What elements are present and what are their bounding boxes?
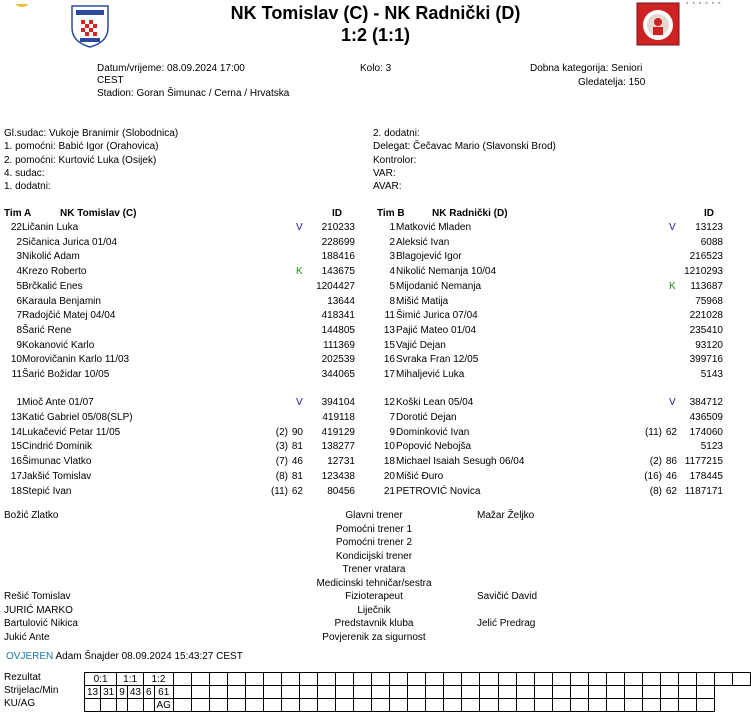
empty-cell (588, 686, 606, 699)
player-id: 144805 (321, 324, 355, 336)
empty-cell (318, 686, 336, 699)
team-a-label: Tim A (4, 208, 32, 219)
player-id: 178445 (689, 471, 723, 482)
goals-table (84, 672, 751, 712)
empty-cell (390, 673, 408, 686)
staff-role: Pomoćni trener 2 (335, 537, 413, 548)
player-id: 1177215 (684, 456, 723, 468)
staff-role: Povjerenik za sigurnost (322, 631, 426, 643)
empty-cell (390, 699, 408, 712)
empty-cell (318, 699, 336, 712)
official-line: VAR: (373, 167, 396, 179)
empty-cell (696, 673, 714, 686)
player-number: 6 (16, 295, 22, 307)
empty-cell (552, 673, 570, 686)
empty-cell (678, 686, 696, 699)
substitution-for: (8) (649, 485, 662, 497)
player-number: 18 (383, 456, 395, 468)
player-id: 418341 (321, 310, 355, 322)
player-id: 13644 (327, 295, 355, 307)
player-id: 5143 (700, 369, 723, 380)
scorer-minute: 31 (101, 686, 117, 699)
player-id: 138277 (321, 441, 355, 453)
player-name: Mioč Ante 01/07 (22, 397, 94, 408)
player-name: Šarić Božidar 10/05 (22, 369, 110, 380)
player-id: 436509 (689, 411, 723, 423)
empty-cell (480, 686, 498, 699)
empty-cell (101, 699, 117, 712)
player-id: 111369 (323, 339, 355, 351)
staff-role: Medicinski tehničar/sestra (316, 577, 432, 589)
staff-home-name: Božić Zlatko (4, 510, 59, 521)
empty-cell (642, 686, 660, 699)
player-id: 174060 (689, 426, 723, 438)
player-number: 7 (16, 310, 22, 322)
player-name: Stepić Ivan (22, 485, 72, 497)
match-round: Kolo: 3 (360, 63, 392, 74)
empty-cell (606, 686, 624, 699)
player-number: 9 (389, 426, 395, 438)
player-number: 3 (16, 251, 22, 263)
substitution-for: (3) (275, 441, 288, 453)
player-number: 8 (389, 295, 395, 307)
result-cell: 1:2 (143, 673, 173, 686)
player-id: 12731 (327, 456, 355, 468)
player-name: Dominković Ivan (396, 426, 470, 438)
official-line: 2. dodatni: (373, 128, 420, 139)
empty-cell (534, 686, 552, 699)
player-number: 5 (16, 280, 22, 292)
empty-cell (318, 673, 336, 686)
verified-text: Adam Šnajder 08.09.2024 15:43:27 CEST (55, 651, 243, 662)
empty-cell (282, 673, 300, 686)
player-number: 10 (10, 354, 22, 366)
empty-cell (732, 673, 750, 686)
empty-cell (498, 686, 516, 699)
player-name: Nikolić Adam (22, 251, 80, 263)
staff-role: Fizioterapeut (345, 591, 403, 602)
substitution-minute: 86 (665, 456, 677, 468)
player-name: Mihaljević Luka (396, 369, 465, 380)
player-id: 6088 (700, 236, 723, 248)
staff-home-name: JURIĆ MARKO (4, 604, 73, 616)
captain-mark: K (296, 266, 303, 278)
player-name: PETROVIĆ Novica (396, 485, 481, 497)
player-id: 1210293 (684, 266, 723, 278)
player-name: Lukačević Petar 11/05 (22, 426, 121, 438)
empty-cell (264, 686, 282, 699)
player-number: 21 (383, 485, 395, 497)
empty-cell (588, 699, 606, 712)
empty-cell (143, 699, 154, 712)
scorer-number: 9 (117, 686, 128, 699)
empty-cell (714, 673, 732, 686)
substitution-minute: 46 (665, 471, 677, 482)
empty-cell (426, 686, 444, 699)
staff-role: Predstavnik kluba (334, 618, 414, 629)
player-number: 12 (383, 397, 395, 408)
player-name: Brčkalić Enes (22, 280, 83, 292)
empty-cell (624, 686, 642, 699)
match-score: 1:2 (1:1) (340, 25, 411, 45)
empty-cell (210, 686, 228, 699)
empty-cell (372, 673, 390, 686)
player-number: 11 (384, 310, 395, 322)
player-number: 16 (383, 354, 395, 366)
player-number: 11 (11, 369, 22, 380)
player-id: 202539 (321, 354, 355, 366)
empty-cell (408, 699, 426, 712)
empty-cell (408, 673, 426, 686)
player-id: 13123 (695, 222, 723, 233)
goalkeeper-mark: V (669, 397, 676, 408)
player-name: Cindrić Dominik (22, 441, 93, 453)
player-number: 15 (10, 441, 22, 453)
empty-cell (624, 699, 642, 712)
empty-cell (606, 699, 624, 712)
own-goal-cell: AG (154, 699, 173, 712)
empty-cell (210, 673, 228, 686)
official-line: Kontrolor: (373, 154, 417, 166)
player-number: 17 (10, 471, 22, 482)
match-timezone: CEST (97, 75, 124, 86)
empty-cell (354, 686, 372, 699)
player-id: 80456 (327, 485, 355, 497)
team-a-id-header: ID (332, 208, 342, 219)
player-name: Ličanin Luka (22, 222, 79, 233)
player-number: 2 (16, 236, 22, 248)
result-cell: 0:1 (85, 673, 117, 686)
empty-cell (228, 686, 246, 699)
corner-watermark: ▪ ▪ ▪ ▪ ▪ ▪ (686, 0, 722, 7)
player-name: Pajić Mateo 01/04 (396, 324, 477, 336)
player-name: Mišić Matija (396, 295, 449, 307)
age-category: Dobna kategorija: Seniori (530, 63, 643, 74)
player-id: 143675 (321, 266, 355, 278)
substitution-minute: 62 (291, 485, 303, 497)
player-id: 419129 (321, 426, 355, 438)
player-name: Kokanović Karlo (22, 339, 95, 351)
empty-cell (282, 699, 300, 712)
player-name: Matković Mladen (396, 222, 472, 233)
empty-cell (570, 699, 588, 712)
player-name: Koški Lean 05/04 (396, 397, 474, 408)
player-number: 13 (10, 411, 22, 423)
empty-cell (127, 699, 143, 712)
empty-cell (462, 686, 480, 699)
empty-cell (408, 686, 426, 699)
staff-away-name: Jelić Predrag (477, 618, 536, 629)
player-number: 15 (383, 339, 395, 351)
substitution-minute: 81 (291, 471, 303, 482)
empty-cell (642, 699, 660, 712)
scorer-minute: 43 (127, 686, 143, 699)
player-number: 9 (16, 339, 22, 351)
player-name: Jakšić Tomislav (22, 471, 92, 482)
match-stadium: Stadion: Goran Šimunac / Cerna / Hrvatska (97, 88, 290, 99)
official-line: Delegat: Čečavac Mario (Slavonski Brod) (373, 141, 556, 153)
player-number: 1 (389, 222, 395, 233)
empty-cell (444, 699, 462, 712)
player-name: Svraka Fran 12/05 (396, 354, 479, 366)
player-id: 228699 (321, 236, 355, 248)
empty-cell (426, 699, 444, 712)
empty-cell (300, 686, 318, 699)
official-line: Gl.sudac: Vukoje Branimir (Slobodnica) (4, 128, 179, 139)
staff-away-name: Mažar Željko (477, 510, 535, 521)
player-number: 4 (16, 266, 22, 278)
substitution-for: (16) (644, 471, 662, 482)
player-id: 235410 (689, 324, 723, 336)
player-name: Dorotić Dejan (396, 411, 457, 423)
player-id: 394104 (321, 397, 355, 408)
player-id: 399716 (689, 354, 723, 366)
empty-cell (606, 673, 624, 686)
substitution-minute: 81 (291, 441, 303, 453)
empty-cell (660, 673, 678, 686)
empty-cell (696, 686, 714, 699)
empty-cell (336, 699, 354, 712)
empty-cell (534, 699, 552, 712)
staff-away-name: Savičić David (477, 591, 538, 602)
empty-cell (282, 686, 300, 699)
label-scorer: Strijelac/Min (4, 685, 59, 696)
scorer-number: 13 (85, 686, 101, 699)
empty-cell (264, 699, 282, 712)
staff-role: Kondicijski trener (335, 550, 413, 562)
empty-cell (173, 686, 191, 699)
official-line: 1. pomoćni: Babić Igor (Orahovica) (4, 141, 159, 153)
staff-role: Trener vratara (342, 564, 406, 575)
empty-cell (300, 699, 318, 712)
empty-cell (534, 673, 552, 686)
player-number: 5 (389, 280, 395, 292)
empty-cell (173, 699, 191, 712)
empty-cell (372, 699, 390, 712)
goalkeeper-mark: V (296, 222, 303, 233)
empty-cell (426, 673, 444, 686)
empty-cell (660, 686, 678, 699)
empty-cell (210, 699, 228, 712)
player-name: Krezo Roberto (22, 266, 87, 278)
empty-cell (246, 673, 264, 686)
player-name: Popović Nebojša (396, 441, 472, 453)
player-number: 20 (383, 471, 395, 482)
player-id: 93120 (695, 339, 723, 351)
empty-cell (117, 699, 128, 712)
empty-cell (228, 699, 246, 712)
empty-cell (498, 699, 516, 712)
player-number: 13 (383, 324, 395, 336)
player-name: Katić Gabriel 05/08(SLP) (22, 411, 133, 423)
empty-cell (300, 673, 318, 686)
player-id: 210233 (321, 222, 355, 233)
empty-cell (516, 673, 534, 686)
empty-cell (444, 673, 462, 686)
empty-cell (354, 673, 372, 686)
staff-home-name: Jukić Ante (4, 631, 50, 643)
substitution-for: (7) (275, 456, 288, 468)
player-name: Šarić Rene (22, 324, 72, 336)
empty-cell (516, 686, 534, 699)
empty-cell (570, 673, 588, 686)
results-row (85, 673, 751, 686)
empty-cell (642, 673, 660, 686)
player-name: Morovičanin Karlo 11/03 (22, 354, 130, 366)
scorer-minute: 61 (154, 686, 173, 699)
player-name: Vajić Dejan (396, 339, 446, 351)
empty-cell (462, 699, 480, 712)
verified-status: OVJEREN (6, 651, 54, 662)
match-title: NK Tomislav (C) - NK Radnički (D) (230, 3, 521, 23)
player-id: 216523 (689, 251, 723, 263)
goalkeeper-mark: V (669, 222, 676, 233)
player-number: 22 (10, 222, 22, 233)
player-name: Šimunac Vlatko (22, 456, 92, 468)
empty-cell (173, 673, 191, 686)
player-id: 188416 (321, 251, 355, 263)
player-name: Aleksić Ivan (396, 236, 450, 248)
empty-cell (624, 673, 642, 686)
substitution-for: (2) (649, 456, 662, 468)
staff-home-name: Rešić Tomislav (4, 591, 71, 602)
player-number: 7 (389, 411, 395, 423)
substitution-for: (2) (275, 426, 288, 438)
player-id: 384712 (689, 397, 723, 408)
empty-cell (191, 699, 209, 712)
empty-cell (678, 673, 696, 686)
empty-cell (228, 673, 246, 686)
verification-line (6, 651, 243, 662)
player-name: Šimić Jurica 07/04 (396, 310, 478, 322)
player-name: Sičanica Jurica 01/04 (22, 236, 118, 248)
empty-cell (498, 673, 516, 686)
empty-cell (85, 699, 101, 712)
player-id: 419118 (322, 411, 355, 423)
player-name: Karaula Benjamin (22, 295, 101, 307)
empty-cell (660, 699, 678, 712)
empty-cell (372, 686, 390, 699)
player-name: Michael Isaiah Sesugh 06/04 (396, 456, 525, 468)
team-b-name: NK Radnički (D) (432, 208, 508, 219)
empty-cell (570, 686, 588, 699)
player-name: Radojčić Matej 04/04 (22, 310, 116, 322)
goalkeeper-mark: V (296, 397, 303, 408)
player-name: Nikolić Nemanja 10/04 (396, 266, 497, 278)
player-number: 16 (10, 456, 22, 468)
substitution-for: (11) (644, 426, 662, 438)
team-b-id-header: ID (704, 208, 714, 219)
scorer-number: 6 (143, 686, 154, 699)
player-id: 1187171 (684, 485, 723, 497)
empty-cell (336, 686, 354, 699)
substitution-minute: 62 (665, 485, 677, 497)
player-number: 17 (383, 369, 395, 380)
substitution-minute: 90 (291, 426, 303, 438)
empty-cell (480, 673, 498, 686)
official-line: 1. dodatni: (4, 181, 51, 193)
player-id: 123438 (321, 471, 355, 482)
staff-home-name: Bartulović Nikica (4, 618, 78, 629)
empty-cell (336, 673, 354, 686)
substitution-minute: 62 (665, 426, 677, 438)
player-number: 14 (10, 426, 22, 438)
label-result: Rezultat (4, 672, 41, 683)
player-number: 2 (389, 236, 395, 248)
player-name: Blagojević Igor (396, 251, 462, 263)
label-ku-ag: KU/AG (4, 698, 36, 709)
staff-role: Liječnik (357, 604, 391, 616)
spectators: Gledatelja: 150 (578, 77, 646, 88)
match-datetime: Datum/vrijeme: 08.09.2024 17:00 (97, 63, 245, 74)
player-id: 75968 (695, 295, 723, 307)
player-number: 4 (389, 266, 395, 278)
empty-cell (462, 673, 480, 686)
player-id: 221028 (689, 310, 723, 322)
captain-mark: K (669, 280, 676, 292)
empty-cell (354, 699, 372, 712)
ku-ag-row (85, 699, 751, 712)
empty-cell (678, 699, 696, 712)
player-name: Mijodanić Nemanja (396, 280, 482, 292)
player-number: 3 (389, 251, 395, 263)
substitution-for: (8) (275, 471, 288, 482)
substitution-minute: 46 (291, 456, 303, 468)
empty-cell (480, 699, 498, 712)
empty-cell (264, 673, 282, 686)
staff-role: Pomoćni trener 1 (335, 523, 413, 535)
empty-cell (246, 699, 264, 712)
player-number: 10 (383, 441, 395, 453)
player-number: 18 (10, 485, 22, 497)
player-id: 5123 (700, 441, 723, 453)
player-name: Mišić Đuro (396, 471, 444, 482)
team-a-name: NK Tomislav (C) (60, 208, 137, 219)
empty-cell (552, 686, 570, 699)
player-id: 344065 (321, 369, 355, 380)
official-line: 2. pomoćni: Kurtović Luka (Osijek) (4, 154, 157, 166)
scorers-row (85, 686, 751, 699)
empty-cell (588, 673, 606, 686)
player-id: 1204427 (316, 280, 355, 292)
staff-role: Glavni trener (345, 510, 403, 521)
player-number: 8 (16, 324, 22, 336)
empty-cell (191, 673, 209, 686)
team-b-label: Tim B (377, 208, 405, 219)
player-number: 1 (16, 397, 22, 408)
empty-cell (552, 699, 570, 712)
official-line: AVAR: (373, 181, 402, 193)
result-cell: 1:1 (117, 673, 144, 686)
empty-cell (444, 686, 462, 699)
empty-cell (390, 686, 408, 699)
empty-cell (516, 699, 534, 712)
official-line: 4. sudac: (4, 167, 45, 179)
substitution-for: (11) (270, 485, 288, 497)
player-id: 113687 (690, 280, 723, 292)
empty-cell (191, 686, 209, 699)
empty-cell (246, 686, 264, 699)
empty-cell (696, 699, 714, 712)
